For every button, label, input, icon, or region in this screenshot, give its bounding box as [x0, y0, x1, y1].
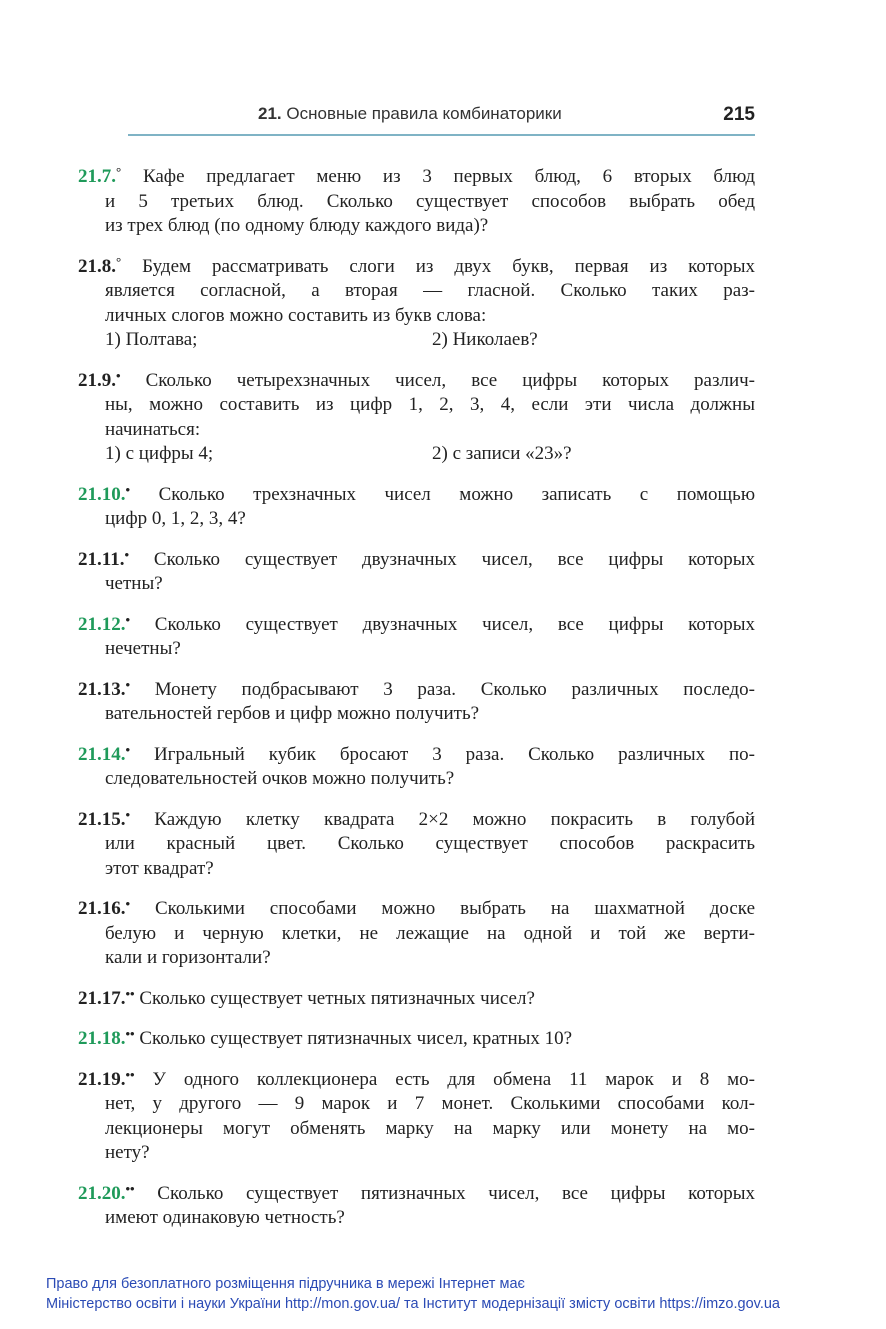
- problem-text: этот квадрат?: [105, 857, 214, 879]
- problem-number: 21.18.: [78, 1028, 126, 1049]
- problem-line: [78, 190, 755, 215]
- problem-line: [78, 507, 755, 532]
- problem-21-16: [78, 892, 755, 971]
- problem-text: У одного коллекционера есть для обмена 11 марок и 8 мо-: [152, 1068, 755, 1090]
- chapter-title: Основные правила комбинаторики: [286, 104, 562, 123]
- problem-number: 21.16.: [78, 898, 126, 919]
- running-header: [258, 104, 562, 124]
- problem-line: [78, 250, 755, 280]
- problem-number: 21.14.: [78, 743, 126, 765]
- option-1: 1) Полтава;: [105, 329, 198, 350]
- difficulty-mark: •: [125, 896, 131, 911]
- option-2: 2) Николаев?: [432, 329, 538, 350]
- problem-line: [78, 637, 755, 662]
- problem-text: является согласной, а вторая — гласной. Сколько таких раз-: [105, 280, 755, 301]
- problem-number: 21.19.: [78, 1068, 126, 1090]
- problem-text: Сколько трехзначных чисел можно записать с помощью: [158, 483, 756, 505]
- difficulty-mark: •: [125, 481, 131, 497]
- footer-line-1: Право для безоплатного розміщення підручника в мережі Інтернет має: [46, 1276, 525, 1292]
- difficulty-mark: •: [125, 741, 131, 757]
- option-1: 1) с цифры 4;: [105, 443, 214, 464]
- problem-line: [78, 857, 755, 882]
- answer-options: [78, 442, 755, 467]
- problem-text: нету?: [105, 1142, 150, 1163]
- problem-line: [78, 922, 755, 947]
- problem-text: четны?: [105, 573, 163, 594]
- problem-text: личных слогов можно составить из букв слова:: [105, 304, 487, 326]
- problem-text: Будем рассматривать слоги из двух букв, первая из которых: [142, 255, 755, 277]
- difficulty-mark: •: [125, 676, 131, 692]
- problem-line: [78, 702, 755, 727]
- problem-text: лекционеры могут обменять марку на марку или монету на мо-: [105, 1117, 755, 1139]
- problem-text: Монету подбрасывают 3 раза. Сколько различных последо-: [154, 678, 755, 700]
- problem-line: [78, 803, 755, 833]
- difficulty-mark: °: [116, 164, 122, 179]
- problem-21-14: [78, 738, 755, 792]
- problem-text: имеют одинаковую четность?: [105, 1207, 345, 1228]
- problem-text: Сколько четырехзначных чисел, все цифры которых различ-: [145, 369, 756, 391]
- footer-line-2: Міністерство освіти і науки України http://mon.gov.ua/ та Інститут модернізації змісту освіти https://imzo.gov.ua: [46, 1296, 780, 1312]
- problem-line: [78, 1141, 755, 1166]
- problem-line: [78, 673, 755, 703]
- problem-text: нет, у другого — 9 марок и 7 монет. Сколькими способами кол-: [105, 1093, 755, 1114]
- problem-number: 21.13.: [78, 678, 126, 700]
- problem-number: 21.8.: [78, 255, 116, 277]
- problem-line: [78, 892, 755, 922]
- problem-text: Сколько существует двузначных чисел, все цифры которых: [153, 548, 756, 570]
- problem-21-10: [78, 478, 755, 532]
- problem-text: начинаться:: [105, 418, 201, 440]
- problem-21-15: [78, 803, 755, 882]
- problem-line: [78, 364, 755, 394]
- problem-text: белую и черную клетки, не лежащие на одной и той же верти-: [105, 922, 755, 944]
- difficulty-mark: ••: [125, 1180, 135, 1196]
- problem-21-8: [78, 250, 755, 353]
- copyright-footer: [46, 1274, 780, 1314]
- problem-number: 21.12.: [78, 613, 126, 635]
- problem-21-7: [78, 160, 755, 239]
- difficulty-mark: ••: [125, 1066, 135, 1082]
- problem-line: [78, 738, 755, 768]
- problem-number: 21.10.: [78, 483, 126, 505]
- problem-21-9: [78, 364, 755, 467]
- problem-number: 21.11.: [78, 548, 125, 570]
- problem-text: Сколько существует пятизначных чисел, кратных 10?: [139, 1028, 573, 1049]
- header-divider: [128, 134, 755, 136]
- problem-line: [78, 1022, 755, 1052]
- problem-text: из трех блюд (по одному блюду каждого вида)?: [105, 215, 489, 236]
- problem-number: 21.7.: [78, 166, 116, 187]
- problem-21-11: [78, 543, 755, 597]
- problem-text: Сколько существует двузначных чисел, все цифры которых: [154, 613, 755, 635]
- problem-line: [78, 1063, 755, 1093]
- problem-text: нечетны?: [105, 638, 181, 659]
- problem-line: [78, 946, 755, 971]
- problem-line: [78, 832, 755, 857]
- page-number: 215: [723, 104, 755, 125]
- problem-text: следовательностей очков можно получить?: [105, 768, 455, 789]
- problem-text: Кафе предлагает меню из 3 первых блюд, 6 вторых блюд: [142, 166, 755, 187]
- problem-text: кали и горизонтали?: [105, 947, 271, 968]
- problem-number: 21.17.: [78, 987, 126, 1009]
- problem-21-12: [78, 608, 755, 662]
- problem-text: Сколькими способами можно выбрать на шахматной доске: [154, 898, 756, 919]
- problem-number: 21.9.: [78, 369, 116, 391]
- problem-text: вательностей гербов и цифр можно получить?: [105, 703, 480, 724]
- problem-line: [78, 393, 755, 418]
- problem-text: Каждую клетку квадрата 2×2 можно покрасить в голубой: [154, 808, 756, 830]
- problem-text: и 5 третьих блюд. Сколько существует способов выбрать обед: [105, 190, 755, 212]
- problem-line: [78, 608, 755, 638]
- answer-options: [78, 328, 755, 353]
- problem-21-18: [78, 1022, 755, 1052]
- problem-line: [78, 1117, 755, 1142]
- problem-line: [78, 160, 755, 190]
- problem-text: Игральный кубик бросают 3 раза. Сколько различных по-: [153, 743, 756, 765]
- problem-text: Сколько существует четных пятизначных чисел?: [139, 987, 535, 1009]
- difficulty-mark: •: [125, 806, 131, 822]
- problem-line: [78, 572, 755, 597]
- problem-line: [78, 478, 755, 508]
- difficulty-mark: ••: [125, 1026, 135, 1041]
- problem-line: [78, 418, 755, 443]
- problem-text: или красный цвет. Сколько существует способов раскрасить: [105, 833, 755, 854]
- problem-list: [78, 160, 755, 1242]
- problem-line: [78, 1206, 755, 1231]
- difficulty-mark: •: [125, 611, 131, 627]
- chapter-number: 21.: [258, 104, 282, 123]
- difficulty-mark: •: [116, 367, 121, 383]
- problem-line: [78, 543, 755, 573]
- problem-line: [78, 304, 755, 329]
- difficulty-mark: ••: [125, 985, 135, 1001]
- problem-number: 21.20.: [78, 1182, 126, 1204]
- problem-21-13: [78, 673, 755, 727]
- difficulty-mark: •: [124, 546, 130, 562]
- problem-line: [78, 214, 755, 239]
- problem-line: [78, 1177, 755, 1207]
- option-2: 2) с записи «23»?: [432, 443, 572, 464]
- problem-text: Сколько существует пятизначных чисел, все цифры которых: [157, 1182, 755, 1204]
- problem-line: [78, 279, 755, 304]
- difficulty-mark: °: [116, 253, 122, 269]
- problem-text: цифр 0, 1, 2, 3, 4?: [105, 508, 246, 529]
- problem-text: ны, можно составить из цифр 1, 2, 3, 4, если эти числа должны: [105, 394, 755, 415]
- problem-line: [78, 767, 755, 792]
- problem-number: 21.15.: [78, 808, 126, 830]
- problem-line: [78, 1092, 755, 1117]
- problem-21-17: [78, 982, 755, 1012]
- problem-21-19: [78, 1063, 755, 1166]
- problem-21-20: [78, 1177, 755, 1231]
- problem-line: [78, 982, 755, 1012]
